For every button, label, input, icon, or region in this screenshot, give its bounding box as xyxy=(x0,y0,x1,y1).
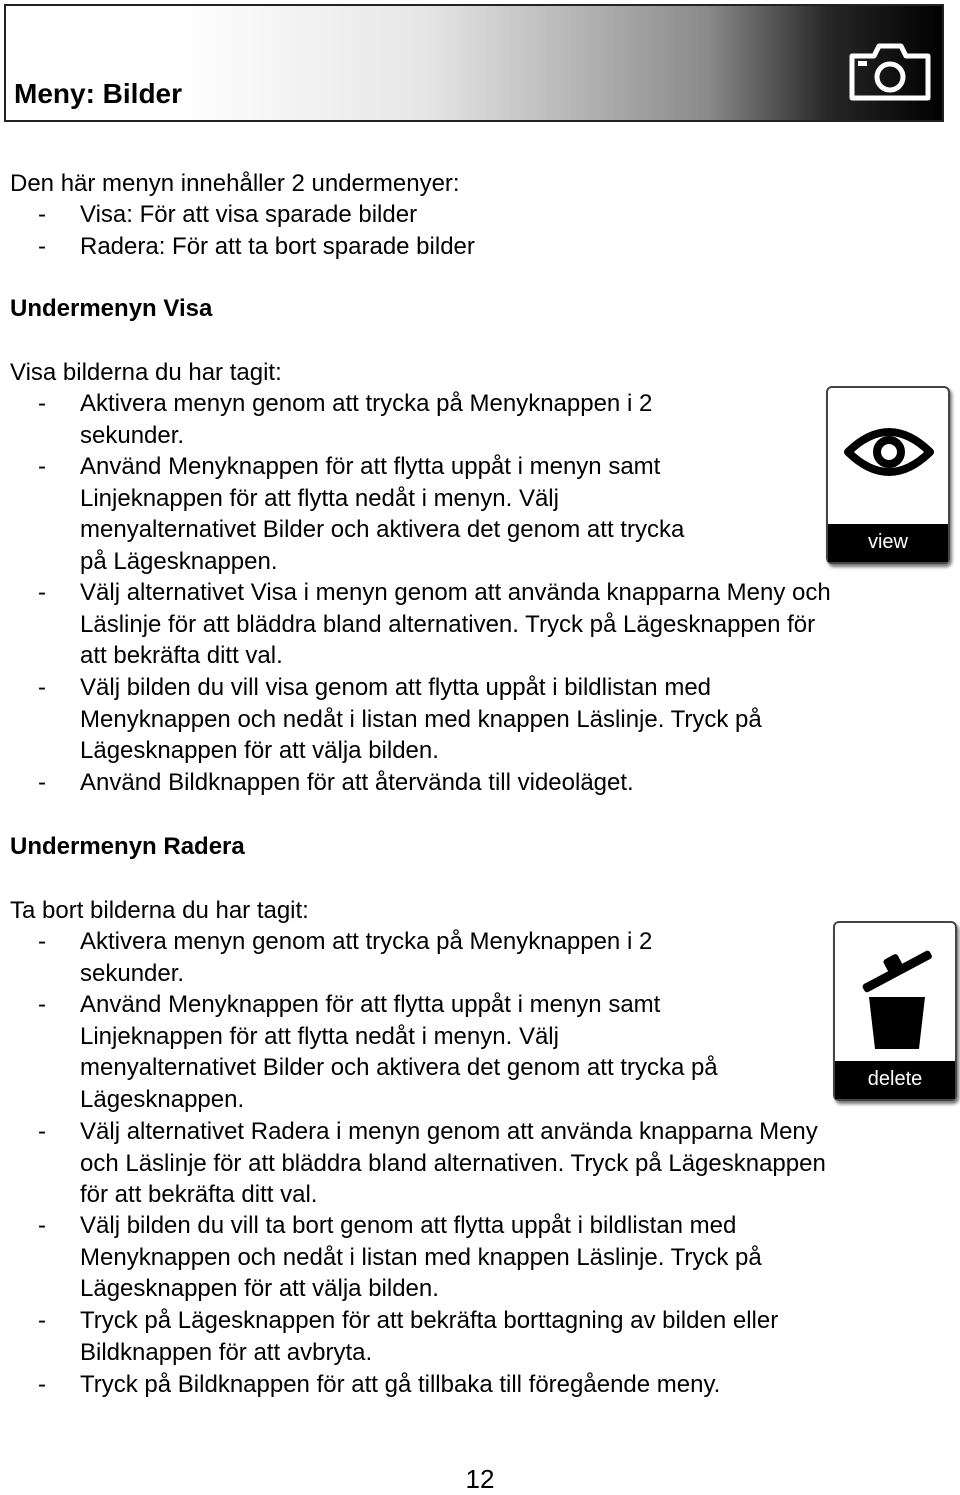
list-item-line: på Lägesknappen. xyxy=(80,547,278,575)
view-icon-label: view xyxy=(828,524,948,562)
list-item-line: Menyknappen och nedåt i listan med knappen Läslinje. Tryck på xyxy=(80,1243,762,1271)
list-item-line: Tryck på Bildknappen för att gå tillbaka till föregående meny. xyxy=(80,1371,721,1398)
bullet-dash: - xyxy=(38,674,46,701)
list-item-line: Använd Menyknappen för att flytta uppåt i menyn samt xyxy=(80,453,661,480)
bullet-dash: - xyxy=(38,390,46,417)
eye-icon xyxy=(844,424,934,480)
bullet-dash: - xyxy=(38,769,46,796)
list-item-line: Lägesknappen. xyxy=(80,1085,245,1113)
bullet-dash: - xyxy=(38,201,46,228)
bullet-dash: - xyxy=(38,991,46,1018)
list-item-line: Läslinje för att bläddra bland alternativen. Tryck på Lägesknappen för xyxy=(80,610,816,638)
list-item-line: sekunder. xyxy=(80,959,185,987)
bullet-dash: - xyxy=(38,1371,46,1398)
list-item-line: Använd Bildknappen för att återvända till videoläget. xyxy=(80,769,634,796)
page-title: Meny: Bilder xyxy=(14,78,183,109)
list-item-line: Linjeknappen för att flytta nedåt i menyn. Välj xyxy=(80,484,559,512)
list-item-line: Lägesknappen för att välja bilden. xyxy=(80,737,439,764)
list-item-line: Lägesknappen för att välja bilden. xyxy=(80,1275,439,1302)
page-number: 12 xyxy=(465,1464,495,1494)
delete-icon-card xyxy=(833,921,957,1101)
list-item-line: och Läslinje för att bläddra bland alternativen. Tryck på Lägesknappen xyxy=(80,1149,826,1177)
delete-icon-label: delete xyxy=(835,1061,955,1099)
list-item-line: Aktivera menyn genom att trycka på Menyknappen i 2 xyxy=(80,390,653,417)
list-item-line: Använd Menyknappen för att flytta uppåt i menyn samt xyxy=(80,991,661,1018)
view-icon-card xyxy=(826,386,950,564)
camera-icon xyxy=(848,42,932,102)
intro-text: Den här menyn innehåller 2 undermenyer: xyxy=(10,170,460,197)
section-heading-view: Undermenyn Visa xyxy=(10,295,213,322)
bullet-dash: - xyxy=(38,928,46,955)
list-item-line: för att bekräfta ditt val. xyxy=(80,1181,318,1208)
list-item-line: Menyknappen och nedåt i listan med knappen Läslinje. Tryck på xyxy=(80,705,762,733)
list-item-line: sekunder. xyxy=(80,421,185,449)
bullet-dash: - xyxy=(38,579,46,606)
bullet-dash: - xyxy=(38,453,46,480)
bullet-dash: - xyxy=(38,1212,46,1239)
list-item-line: Välj bilden du vill visa genom att flytta uppåt i bildlistan med xyxy=(80,674,712,701)
list-item-line: Välj bilden du vill ta bort genom att flytta uppåt i bildlistan med xyxy=(80,1212,737,1239)
list-item-line: Linjeknappen för att flytta nedåt i menyn. Välj xyxy=(80,1022,559,1050)
section-lead-delete: Ta bort bilderna du har tagit: xyxy=(10,897,309,924)
list-item-line: Aktivera menyn genom att trycka på Menyknappen i 2 xyxy=(80,928,653,955)
section-heading-delete: Undermenyn Radera xyxy=(10,833,245,860)
trash-icon xyxy=(857,941,937,1051)
bullet-dash: - xyxy=(38,1118,46,1145)
bullet-dash: - xyxy=(38,233,46,260)
section-lead-view: Visa bilderna du har tagit: xyxy=(10,359,282,386)
list-item-line: Bildknappen för att avbryta. xyxy=(80,1338,373,1366)
list-item-line: att bekräfta ditt val. xyxy=(80,642,283,669)
intro-item-text: Radera: För att ta bort sparade bilder xyxy=(80,233,475,260)
list-item-line: Tryck på Lägesknappen för att bekräfta borttagning av bilden eller xyxy=(80,1307,779,1334)
list-item-line: Välj alternativet Radera i menyn genom att använda knapparna Meny xyxy=(80,1118,818,1145)
list-item-line: menyalternativet Bilder och aktivera det genom att trycka xyxy=(80,516,685,543)
bullet-dash: - xyxy=(38,1307,46,1334)
list-item-line: Välj alternativet Visa i menyn genom att använda knapparna Meny och xyxy=(80,579,831,606)
intro-item-text: Visa: För att visa sparade bilder xyxy=(80,201,418,228)
header-banner xyxy=(4,4,944,122)
list-item-line: menyalternativet Bilder och aktivera det genom att trycka på xyxy=(80,1054,718,1081)
